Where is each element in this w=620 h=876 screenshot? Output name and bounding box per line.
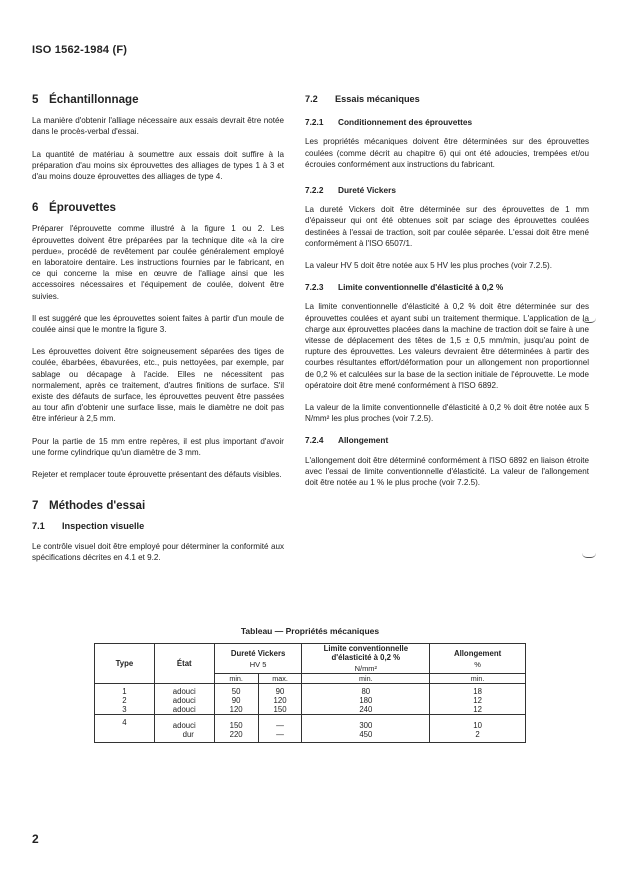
hv-max-value: — — [276, 721, 284, 730]
limit-value: 300 — [359, 721, 373, 730]
subheader-hv-max: max. — [258, 674, 302, 684]
section-7-2-heading — [305, 94, 589, 105]
elong-value: 10 — [473, 721, 482, 730]
column-header-vickers — [214, 644, 302, 674]
section-number: 6 — [32, 201, 39, 215]
elong-value: 12 — [473, 705, 482, 714]
type-value: 2 — [122, 696, 127, 705]
cell-etat — [154, 684, 214, 715]
paragraph: Les éprouvettes doivent être soigneusement séparées des tiges de coulée, ébarbées, ébavurées, etc., puis nettoyées, par exemple, par sablage ou décapage à l'acide. Elles ne nécessitent pas normalement, après ce traitement, d'autres finitions de surface. S'il existe des défauts de surface, les éprouvettes peuvent être passées au tour afin d'obtenir une surface lisse, mais le diamètre ne doit pas être inférieur à 2,5 mm. — [32, 347, 284, 424]
limit-value: 240 — [359, 705, 373, 714]
margin-mark — [582, 553, 596, 558]
header-unit: N/mm² — [354, 664, 378, 673]
page-number: 2 — [32, 832, 39, 846]
cell-hv-min — [214, 715, 258, 743]
paragraph: Les propriétés mécaniques doivent être déterminées sur des éprouvettes coulées (comme décrit au chapitre 6) qui ont été adoucies, trempées et/ou écrouies conformément aux instructions du fabricant. — [305, 137, 589, 169]
cell-elong — [430, 684, 526, 715]
hv-max-value: 90 — [275, 687, 285, 696]
table-row — [95, 715, 526, 743]
elong-value: 2 — [475, 730, 480, 739]
right-column — [305, 94, 589, 499]
paragraph: La valeur HV 5 doit être notée aux 5 HV les plus proches (voir 7.2.5). — [305, 261, 552, 271]
hv-max-value: 120 — [273, 696, 287, 705]
subsection-number: 7.1 — [32, 521, 45, 532]
subheader-hv-min: min. — [214, 674, 258, 684]
subsection-title: Inspection visuelle — [62, 521, 145, 532]
paragraph: Il est suggéré que les éprouvettes soient faites à partir d'un moule de coulée ainsi que le montre la figure 3. — [32, 313, 284, 335]
type-value: 4 — [122, 718, 127, 727]
paragraph: La manière d'obtenir l'alliage nécessaire aux essais devrait être notée dans le procès-verbal d'essai. — [32, 116, 284, 137]
hv-min-value: 50 — [231, 687, 241, 696]
paragraph: La dureté Vickers doit être déterminée sur des éprouvettes de 1 mm d'épaisseur qui ont été obtenues soit par sciage des éprouvettes coulées destinées à l'essai de traction, soit par coulée séparée. L'essai doit être mené conformément à l'ISO 6507/1. — [305, 205, 589, 248]
margin-mark — [582, 318, 596, 323]
cell-elong — [430, 715, 526, 743]
cell-type — [95, 715, 155, 743]
section-7-2-1-heading — [305, 117, 589, 128]
header-label: Limite conventionnelle d'élasticité à 0,2 % — [323, 644, 409, 662]
paragraph: La limite conventionnelle d'élasticité à 0,2 % doit être déterminée sur des éprouvettes coulées et ayant subi un traitement thermique. L'application de la charge aux éprouvettes placées dans la machine de traction doit se faire à une vitesse de déplacement des têtes de 1,5 ± 0,5 mm/min, jusqu'au point de rupture des éprouvettes. Les valeurs devraient être déterminées à partir des courbes résultantes effort/déformation pour un allongement non proportionnel de 0,2 % et calculées sur la base de la section initiale de l'éprouvette. Le mode opératoire doit être mené conformément à l'ISO 6892. — [305, 302, 589, 390]
section-7-heading — [32, 500, 284, 511]
hv-min-value: 90 — [231, 696, 241, 705]
document-header: ISO 1562-1984 (F) — [32, 44, 128, 56]
subsection-number: 7.2.3 — [305, 282, 324, 293]
subsection-title: Allongement — [338, 435, 389, 446]
section-7-2-4-heading — [305, 435, 589, 446]
header-unit: % — [474, 659, 481, 669]
header-label: Allongement — [453, 648, 502, 658]
paragraph: Le contrôle visuel doit être employé pour déterminer la conformité aux spécifications décrites en 4.1 et 9.2. — [32, 541, 284, 562]
section-6-heading — [32, 202, 284, 213]
paragraph: Pour la partie de 15 mm entre repères, il est plus important d'avoir une forme cylindrique qu'un diamètre de 3 mm. — [32, 436, 284, 457]
table-row — [95, 684, 526, 715]
section-title: Échantillonnage — [49, 93, 139, 106]
section-5-heading — [32, 94, 284, 105]
header-label: Dureté Vickers — [230, 648, 286, 658]
hv-min-value: 220 — [229, 730, 243, 739]
cell-limit — [302, 684, 430, 715]
limit-value: 80 — [361, 687, 371, 696]
cell-type — [95, 684, 155, 715]
etat-value: adouci — [172, 705, 196, 714]
cell-hv-max — [258, 684, 302, 715]
limit-value: 450 — [359, 730, 373, 739]
column-header-etat: État — [154, 644, 214, 684]
hv-min-value: 150 — [229, 721, 243, 730]
paragraph: L'allongement doit être déterminé conformément à l'ISO 6892 en liaison étroite avec l'essai de limite conventionnelle d'élasticité. La valeur de l'allongement doit être notée au 1 % le plus proche (voir 7.2.5). — [305, 455, 589, 488]
subsection-title: Dureté Vickers — [338, 185, 396, 196]
etat-value: dur — [182, 730, 194, 739]
etat-value: adouci — [172, 687, 196, 696]
paragraph: Préparer l'éprouvette comme illustré à la figure 1 ou 2. Les éprouvettes doivent être préparées par la technique dite «à la cire perdue», procédé de revêtement par coulée généralement employé en laboratoire dentaire. Les instructions fournies par le fabricant, en ce qui concerne la mise en œuvre de l'alliage ainsi que les accessoires nécessaires et l'équipement de coulée, doivent être suivies. — [32, 224, 284, 301]
column-header-limit — [302, 644, 430, 674]
subsection-title: Essais mécaniques — [335, 94, 420, 104]
subsection-number: 7.2.2 — [305, 185, 324, 196]
subsection-number: 7.2.4 — [305, 435, 324, 446]
etat-value: adouci — [172, 696, 196, 705]
mechanical-properties-table — [94, 643, 526, 743]
cell-hv-max — [258, 715, 302, 743]
header-unit: HV 5 — [249, 659, 267, 669]
subsection-title: Limite conventionnelle d'élasticité à 0,2 % — [338, 282, 504, 293]
section-number: 7 — [32, 499, 39, 513]
section-7-2-3-heading — [305, 282, 589, 293]
cell-hv-min — [214, 684, 258, 715]
hv-max-value: 150 — [273, 705, 287, 714]
hv-min-value: 120 — [229, 705, 243, 714]
paragraph: Rejeter et remplacer toute éprouvette présentant des défauts visibles. — [32, 470, 282, 480]
column-header-type: Type — [95, 644, 155, 684]
cell-etat — [154, 715, 214, 743]
paragraph: La quantité de matériau à soumettre aux essais doit suffire à la préparation d'au moins six éprouvettes des alliages de types 1 à 3 et d'au moins douze éprouvettes des alliages de type 4. — [32, 149, 284, 182]
elong-value: 12 — [473, 696, 482, 705]
subheader-elong-min: min. — [430, 674, 526, 684]
subsection-title: Conditionnement des éprouvettes — [338, 117, 473, 128]
limit-value: 180 — [359, 696, 373, 705]
section-title: Méthodes d'essai — [49, 499, 146, 513]
cell-limit — [302, 715, 430, 743]
section-7-2-2-heading — [305, 185, 589, 196]
elong-value: 18 — [473, 687, 482, 696]
subheader-limit-min: min. — [302, 674, 430, 684]
hv-max-value: — — [276, 730, 284, 739]
subsection-number: 7.2.1 — [305, 117, 324, 128]
section-title: Éprouvettes — [49, 201, 117, 215]
type-value: 1 — [122, 687, 127, 696]
subsection-number: 7.2 — [305, 94, 318, 104]
paragraph: La valeur de la limite conventionnelle d'élasticité à 0,2 % doit être notée aux 5 N/mm² les plus proches (voir 7.2.5). — [305, 403, 589, 424]
left-column — [32, 94, 284, 574]
table-caption: Tableau — Propriétés mécaniques — [240, 626, 380, 636]
type-value: 3 — [122, 705, 127, 714]
section-7-1-heading — [32, 521, 284, 532]
section-number: 5 — [32, 93, 39, 106]
column-header-elongation — [430, 644, 526, 674]
etat-value: adouci — [172, 721, 196, 730]
